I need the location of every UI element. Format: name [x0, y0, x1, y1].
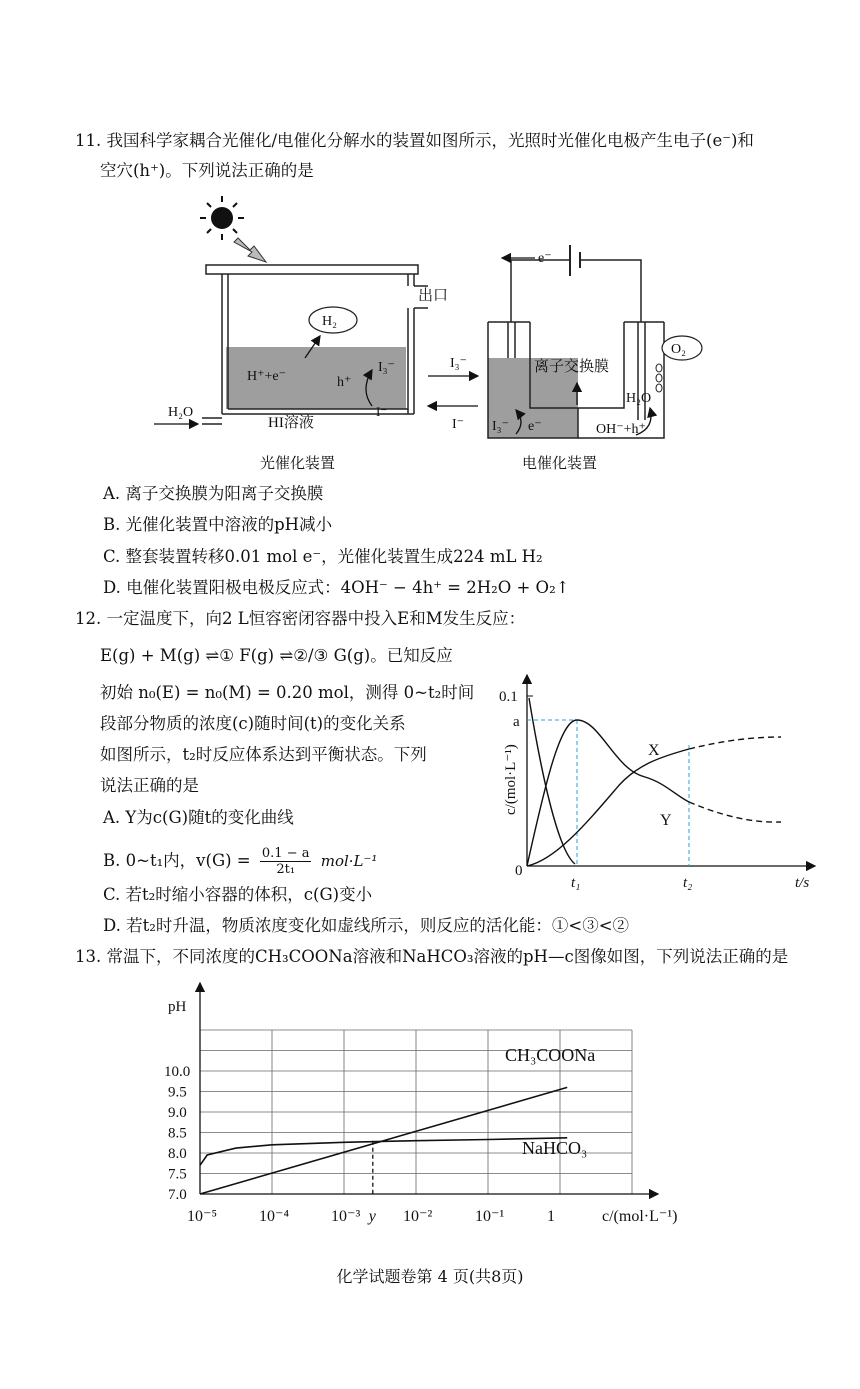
q12-concentration-chart: [485, 665, 825, 895]
q13-xtick: 10⁻²: [403, 1208, 433, 1225]
q11-line2: 空穴(h⁺)。下列说法正确的是: [100, 161, 314, 180]
q12-dashed-y: [689, 802, 781, 822]
q13-xtick: 10⁻⁵: [187, 1208, 218, 1225]
membrane-label: 离子交换膜: [534, 359, 610, 375]
sun-icon: [200, 196, 244, 240]
q13-x-axis-label: c/(mol·L⁻¹): [602, 1208, 678, 1225]
o2-label: O₂: [671, 342, 686, 357]
q12-option-b-denominator: 2t₁: [276, 862, 296, 877]
q13-ytick: 8.0: [168, 1146, 187, 1162]
photocatalysis-device: [202, 265, 428, 424]
q12-x-axis-label: t/s: [795, 875, 810, 891]
q13-series-nahco3: [200, 1138, 567, 1166]
q12-line6: 说法正确的是: [100, 776, 199, 795]
electro-device-label: 电催化装置: [522, 456, 598, 472]
q13-series-label-ch3coona: CH₃COONa: [505, 1045, 596, 1065]
q12-series-label-x: X: [648, 742, 660, 759]
hole-label: h⁺: [337, 375, 352, 390]
q12-reaction: E(g) + M(g) ⇌① F(g) ⇌②/③ G(g)。已知反应: [100, 646, 453, 665]
q12-option-a: A. Y为c(G)随t的变化曲线: [103, 808, 294, 827]
q12-option-d: D. 若t₂时升温，物质浓度变化如虚线所示，则反应的活化能：①<③<②: [103, 916, 630, 935]
electrocatalysis-device: [488, 245, 664, 438]
q12-option-b: [103, 846, 377, 877]
q12-xtick-t2: t₂: [683, 875, 693, 891]
q13-ytick: 9.0: [168, 1105, 187, 1121]
q12-ytick-0: 0: [515, 863, 523, 879]
h2-label: H₂: [322, 314, 337, 329]
i-left-label: I⁻: [376, 404, 388, 419]
q12-line4: 段部分物质的浓度(c)随时间(t)的变化关系: [100, 714, 406, 733]
hi-solution-label: HI溶液: [268, 415, 314, 431]
q13-series-label-nahco3: NaHCO₃: [522, 1138, 588, 1158]
q12-option-b-prefix: B. 0~t₁内，v(G) =: [103, 851, 251, 870]
q12-series-label-y: Y: [660, 812, 672, 829]
q13-ytick: 7.5: [168, 1166, 187, 1183]
q12-xtick-t1: t₁: [571, 875, 581, 891]
q13-y-axis-label: pH: [168, 999, 187, 1015]
q12-curve-intermediate: [527, 720, 689, 866]
i3-left-label: I₃⁻: [378, 360, 395, 375]
q12-option-b-numerator: 0.1 − a: [261, 846, 310, 861]
q12-dashed-x: [689, 737, 781, 749]
q11-option-d: D. 电催化装置阳极电极反应式：4OH⁻ − 4h⁺ = 2H₂O + O₂↑: [103, 578, 570, 597]
arrow-i-label: I⁻: [452, 417, 465, 432]
q11-line1: 11. 我国科学家耦合光催化/电催化分解水的装置如图所示，光照时光催化电极产生电子(e⁻)和: [75, 131, 754, 150]
h2o-right-label: H₂O: [626, 391, 652, 406]
h2o-in-label: H₂O: [168, 405, 194, 420]
outlet-label: 出口: [418, 288, 449, 304]
q13-xtick: 1: [547, 1208, 555, 1225]
e-bottom-label: e⁻: [528, 419, 542, 434]
q13-ytick: 10.0: [164, 1064, 191, 1080]
q12-ytick-a: a: [513, 714, 520, 730]
q12-option-b-unit: mol·L⁻¹: [320, 852, 378, 870]
q12-line5: 如图所示，t₂时反应体系达到平衡状态。下列: [100, 745, 427, 764]
q13-ph-chart: [160, 975, 720, 1235]
q11-option-a: A. 离子交换膜为阳离子交换膜: [103, 484, 324, 503]
q12-option-c: C. 若t₂时缩小容器的体积，c(G)变小: [103, 885, 373, 904]
q12-ytick-0-1: 0.1: [499, 689, 518, 705]
arrow-i3-label: I₃⁻: [450, 356, 467, 371]
light-arrow-icon: [234, 238, 266, 262]
q13-ytick: 7.0: [168, 1187, 187, 1203]
q11-apparatus-diagram: [150, 190, 730, 480]
i3-bottom-label: I₃⁻: [492, 419, 509, 434]
oh-h-label: OH⁻+h⁺: [596, 422, 646, 437]
hplus-e-label: H⁺+e⁻: [247, 369, 286, 384]
q12-y-axis-label: c/(mol·L⁻¹): [503, 744, 519, 815]
q12-line3: 初始 n₀(E) = n₀(M) = 0.20 mol，测得 0~t₂时间: [100, 683, 475, 702]
q13-xtick: 10⁻¹: [475, 1208, 505, 1225]
q13-ytick: 8.5: [168, 1125, 187, 1142]
q12-line1: 12. 一定温度下，向2 L恒容密闭容器中投入E和M发生反应：: [75, 609, 526, 628]
q13-xtick: 10⁻³: [331, 1208, 361, 1225]
q12-curve-reactant: [529, 698, 575, 864]
q13-line1: 13. 常温下，不同浓度的CH₃COONa溶液和NaHCO₃溶液的pH—c图像如图，下列说法正确的是: [75, 947, 789, 966]
q13-ytick: 9.5: [168, 1084, 187, 1101]
photo-device-label: 光催化装置: [260, 456, 336, 472]
page-footer: 化学试题卷第 4 页(共8页): [336, 1267, 524, 1286]
q11-option-b: B. 光催化装置中溶液的pH减小: [103, 515, 333, 534]
q13-xtick: y: [368, 1208, 376, 1225]
q13-xtick: 10⁻⁴: [259, 1208, 290, 1225]
q11-option-c: C. 整套装置转移0.01 mol e⁻，光催化装置生成224 mL H₂: [103, 547, 543, 566]
electron-top-label: e⁻: [538, 251, 552, 266]
